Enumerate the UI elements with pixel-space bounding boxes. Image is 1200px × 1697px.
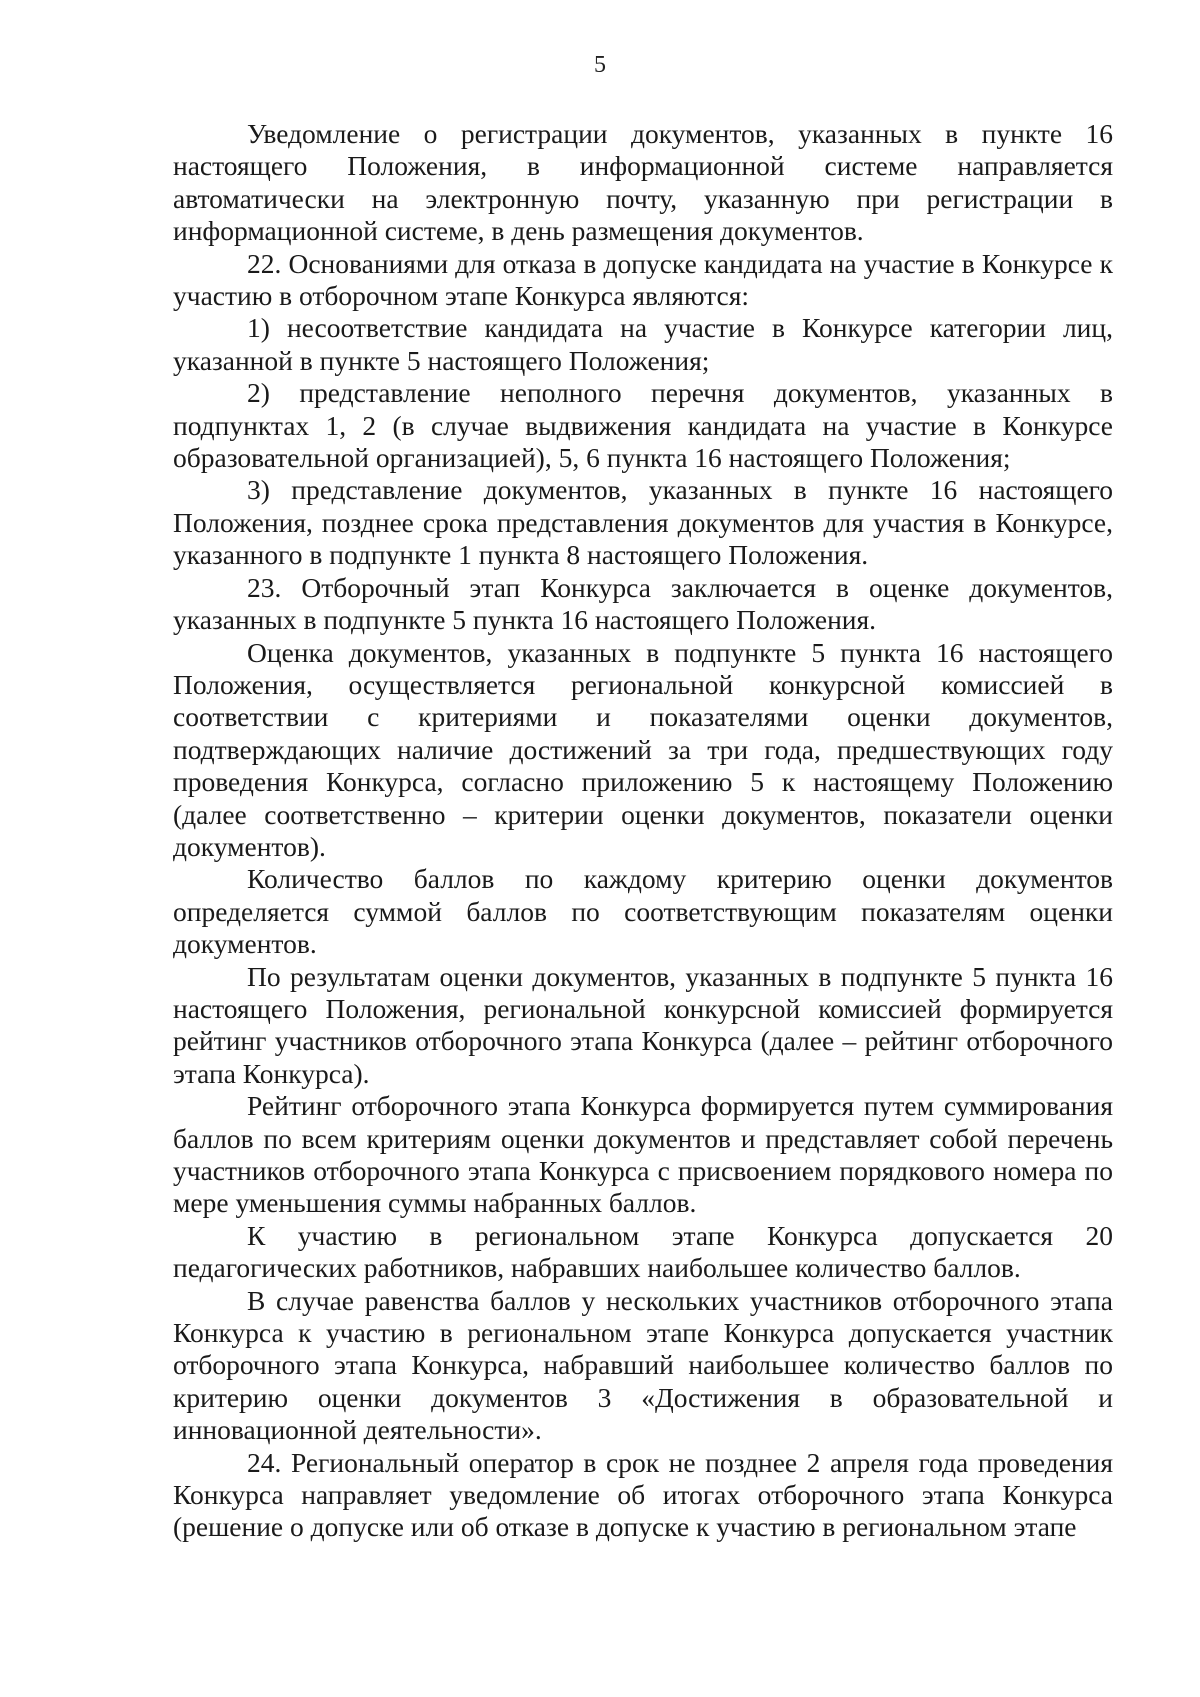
paragraph-registration-notice: Уведомление о регистрации документов, указанных в пункте 16 настоящего Положения, в информационной системе направляется автоматически на электронную почту, указанную при регистрации в информационной системе, в день размещения документов.: [173, 118, 1113, 247]
paragraph-23-selection-stage: 23. Отборочный этап Конкурса заключается в оценке документов, указанных в подпункте 5 пункта 16 настоящего Положения.: [173, 571, 1113, 636]
page-number: 5: [594, 52, 606, 78]
list-item-22-3: 3) представление документов, указанных в пункте 16 настоящего Положения, позднее срока представления документов для участия в Конкурсе, указанного в подпункте 1 пункта 8 настоящего Положения.: [173, 474, 1113, 571]
paragraph-admission-count: К участию в региональном этапе Конкурса допускается 20 педагогических работников, набравших наибольшее количество баллов.: [173, 1219, 1113, 1284]
paragraph-rating-summation: Рейтинг отборочного этапа Конкурса формируется путем суммирования баллов по всем критериям оценки документов и представляет собой перечень участников отборочного этапа Конкурса с присвоением порядкового номера по мере уменьшения суммы набранных баллов.: [173, 1090, 1113, 1219]
paragraph-rating-formation: По результатам оценки документов, указанных в подпункте 5 пункта 16 настоящего Положения, региональной конкурсной комиссией формируется рейтинг участников отборочного этапа Конкурса (далее – рейтинг отборочного этапа Конкурса).: [173, 960, 1113, 1089]
paragraph-24-regional-operator: 24. Региональный оператор в срок не позднее 2 апреля года проведения Конкурса направляет уведомление об итогах отборочного этапа Конкурса (решение о допуске или об отказе в допуске к участию в региональном этапе: [173, 1446, 1113, 1543]
paragraph-22-grounds-for-refusal: 22. Основаниями для отказа в допуске кандидата на участие в Конкурсе к участию в отборочном этапе Конкурса являются:: [173, 247, 1113, 312]
paragraph-tie-break: В случае равенства баллов у нескольких участников отборочного этапа Конкурса к участию в региональном этапе Конкурса допускается участник отборочного этапа Конкурса, набравший наибольшее количество баллов по критерию оценки документов 3 «Достижения в образовательной и инновационной деятельности».: [173, 1284, 1113, 1446]
paragraph-document-evaluation: Оценка документов, указанных в подпункте 5 пункта 16 настоящего Положения, осуществляется региональной конкурсной комиссией в соответствии с критериями и показателями оценки документов, подтверждающих наличие достижений за три года, предшествующих году проведения Конкурса, согласно приложению 5 к настоящему Положению (далее соответственно – критерии оценки документов, показатели оценки документов).: [173, 636, 1113, 862]
list-item-22-1: 1) несоответствие кандидата на участие в Конкурсе категории лиц, указанной в пункте 5 настоящего Положения;: [173, 312, 1113, 376]
document-body: [173, 118, 1113, 1544]
list-item-22-2: 2) представление неполного перечня документов, указанных в подпунктах 1, 2 (в случае выдвижения кандидата на участие в Конкурсе образовательной организацией), 5, 6 пункта 16 настоящего Положения;: [173, 377, 1113, 474]
paragraph-points-per-criterion: Количество баллов по каждому критерию оценки документов определяется суммой баллов по соответствующим показателям оценки документов.: [173, 863, 1113, 960]
